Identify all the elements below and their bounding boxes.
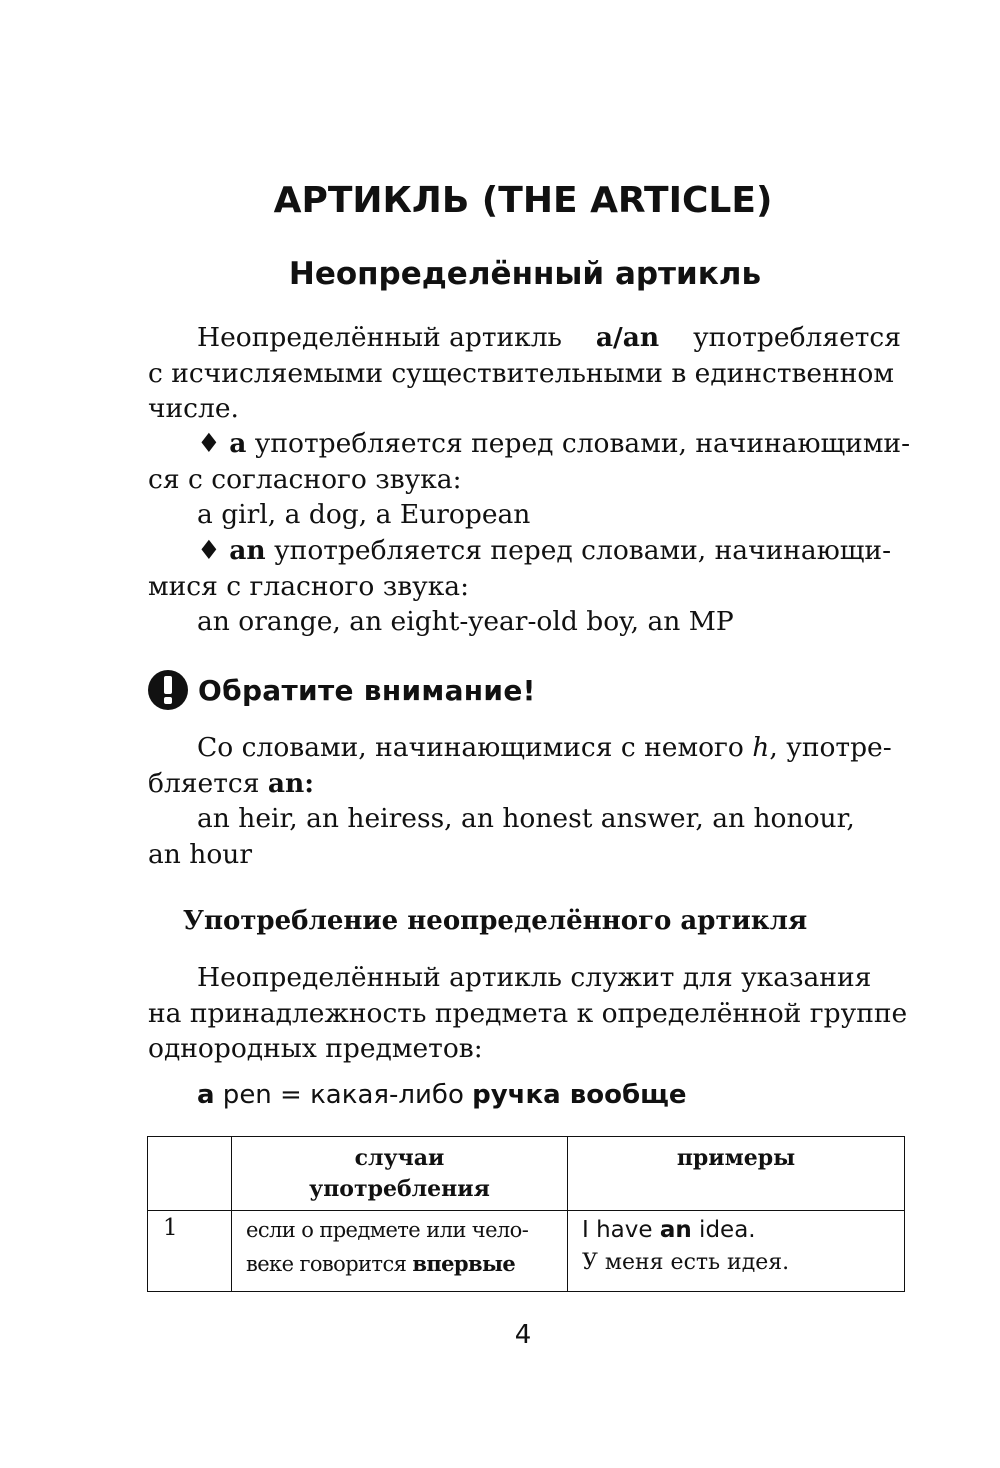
header-cell-cases [232,1137,568,1211]
notice-example-2: an hour [148,838,253,870]
page-title: АРТИКЛЬ (THE ARTICLE) [273,180,773,221]
rule-an-example: an orange, an eight-year-old boy, an MP [197,606,734,637]
article-term: a [229,428,247,459]
rule-text: употребляется перед словами, начинающи- [265,535,892,566]
article-term: an [659,1217,692,1243]
row-number: 1 [163,1215,178,1241]
header-label: примеры [676,1145,796,1171]
usage-line-2: на принадлежность предмета к определённой группе [148,997,908,1029]
example-russian: У меня есть идея. [582,1250,790,1275]
intro-text: употребляется [693,322,901,353]
case-line-1: если о предмете или чело- [246,1218,529,1242]
rule-a-example: a girl, a dog, a European [197,499,531,530]
silent-h: h [752,732,770,763]
formula-emphasis: ручка вообще [472,1080,687,1110]
rule-a-line-1 [148,426,911,462]
notice-heading: Обратите внимание! [198,673,536,707]
example-english [568,1211,904,1246]
notice-line-2 [148,766,901,802]
formula-text: pen = какая-либо [214,1080,473,1110]
rule-an-line-2: мися с гласного звука: [148,570,470,602]
exclamation-icon [148,670,188,710]
header-cell-number [148,1137,232,1211]
rule-a [148,426,911,533]
header-cell-examples [568,1137,905,1211]
section-subtitle: Неопределённый артикль [288,256,762,292]
article-term: an [229,535,266,566]
intro-line-2: с исчисляемыми существительными в единственном [148,357,894,389]
notice-header [148,670,536,710]
rule-text: употребляется перед словами, начинающими- [246,428,911,459]
usage-heading: Употребление неопределённого артикля [182,906,808,936]
article-term: an: [267,767,315,799]
case-emphasis: впервые [412,1251,516,1276]
rule-a-line-2: ся с согласного звука: [148,463,462,495]
usage-line-3: однородных предметов: [148,1033,483,1064]
article-term: a [197,1080,215,1110]
notice-paragraph [148,730,901,872]
notice-line-1 [148,730,901,766]
intro-paragraph [148,320,901,427]
case-line-2 [246,1247,563,1281]
notice-text: Со словами, начинающимися с немого [197,732,753,763]
case-text-part: веке говорится [246,1252,413,1276]
page-number: 4 [514,1320,532,1350]
case-text [232,1211,567,1281]
usage-formula [197,1080,687,1110]
notice-text: , употре- [769,732,892,763]
header-label: случаи употребления [309,1145,490,1202]
intro-text: Неопределённый артикль [197,322,562,353]
notice-text: бляется [148,767,268,799]
table-header-row [148,1137,905,1211]
diamond-bullet-icon: ♦ [197,535,221,566]
table-row [148,1211,905,1292]
article-term: a/an [595,322,660,353]
example-text: I have [582,1217,660,1243]
diamond-bullet-icon: ♦ [197,428,221,459]
notice-example-1: an heir, an heiress, an honest answer, an honour, [197,803,855,834]
intro-line-3: числе. [148,393,239,424]
usage-paragraph [148,960,908,1067]
usage-line-1: Неопределённый артикль служит для указания [197,962,872,993]
row-number-cell [148,1211,232,1292]
usage-table [147,1136,905,1292]
case-cell [232,1211,568,1292]
example-cell [568,1211,905,1292]
intro-line-1 [148,320,901,356]
rule-an-line-1 [148,533,901,569]
rule-an [148,533,901,640]
example-text: idea. [691,1217,756,1243]
